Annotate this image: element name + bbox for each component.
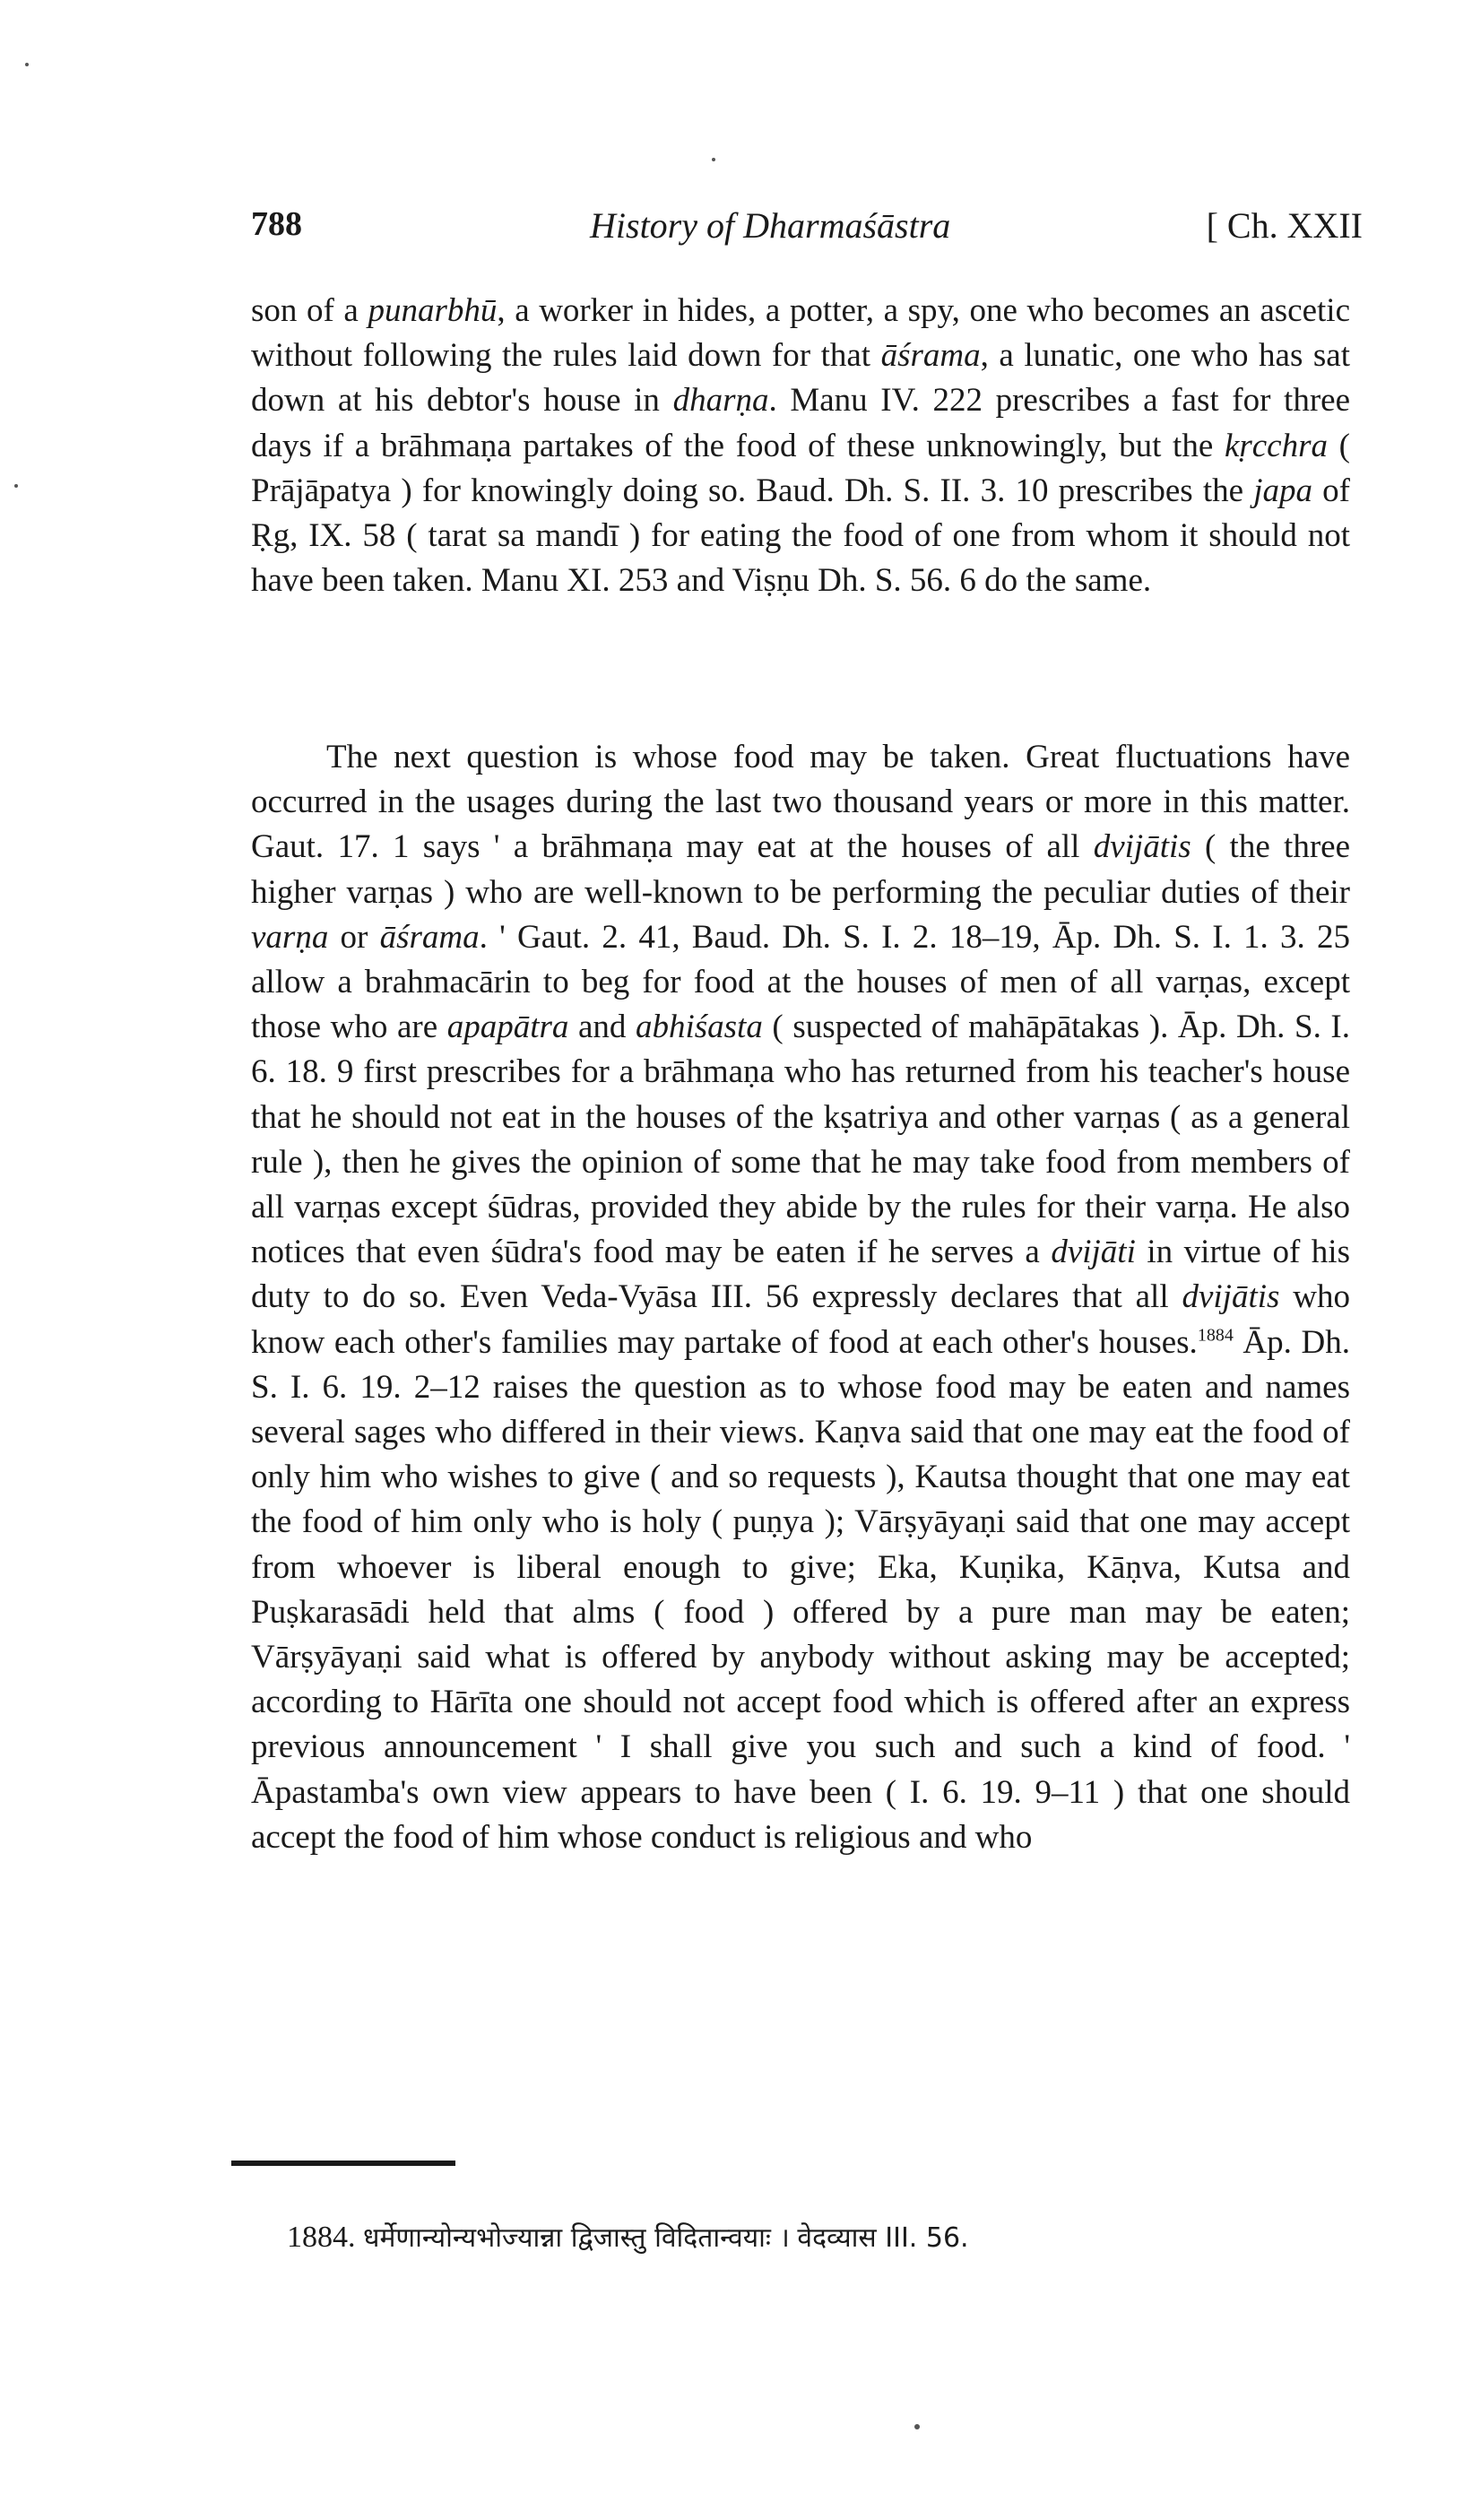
italic-term: abhiśasta — [635, 1009, 763, 1046]
footnote-reference: 1884 — [1197, 1325, 1234, 1346]
text-run: ( Prājāpatya ) for knowingly doing so. Baud. Dh. S. II. 3. 10 prescribes the — [251, 427, 1351, 509]
italic-term: dvijāti — [1051, 1234, 1136, 1271]
italic-term: varṇa — [251, 918, 329, 956]
footnote-marker: 1884. — [287, 2221, 356, 2254]
text-run: ( suspected of mahāpātakas ). Āp. Dh. S. I. 6. 18. 9 first prescribes for a brāhmaṇa who has returned from his teacher's house that he should not eat in the houses of the kṣatriya and other varṇas ( as a general rule ), then he gives the opinion of some that he may take food from members of all varṇas except śūdras, provided they abide by the rules for their varṇa. He also notices that even śūdra's food may be eaten if he serves a — [251, 1009, 1350, 1271]
footnote-1884 — [287, 2218, 1363, 2255]
scan-speck — [14, 484, 18, 488]
scan-speck — [712, 158, 715, 161]
text-run: , a lunatic, one who has sat down at his debtor's house in — [251, 337, 1350, 420]
paragraph-2 — [251, 735, 1350, 1860]
text-run: . ' Gaut. 2. 41, Baud. Dh. S. I. 2. 18–19, Āp. Dh. S. I. 1. 3. 25 allow a brahmacārin to beg for food at the houses of men of all varṇas, except those who are — [251, 918, 1350, 1046]
italic-term: japa — [1253, 472, 1312, 509]
text-run: . Manu IV. 222 prescribes a fast for three days if a brāhmaṇa partakes of the food of these unknowingly, but the — [251, 382, 1351, 464]
text-run: and — [568, 1009, 636, 1046]
italic-term: kṛcchra — [1224, 427, 1329, 464]
italic-term: āśrama — [379, 918, 480, 956]
text-run: The next question is whose food may be taken. Great fluctuations have occurred in the usages during the last two thousand years or more in this matter. Gaut. 17. 1 says ' a brāhmaṇa may eat at the houses of all — [251, 739, 1350, 866]
text-run: who know each other's families may partake of food at each other's houses. — [251, 1278, 1350, 1361]
scan-speck — [914, 2424, 920, 2429]
italic-term: dharṇa — [672, 382, 769, 420]
italic-term: dvijātis — [1093, 828, 1191, 866]
chapter-reference: [ Ch. XXII — [1206, 205, 1363, 246]
text-run: son of a — [251, 292, 368, 329]
page-number: 788 — [251, 205, 302, 243]
italic-term: apapātra — [446, 1009, 569, 1046]
scan-speck — [25, 63, 29, 66]
running-header — [251, 204, 1363, 258]
footnote-citation: वेदव्यास III. 56. — [797, 2222, 969, 2254]
text-run: Āp. Dh. S. I. 6. 19. 2–12 raises the question as to whose food may be eaten and names several sages who differed in their views. Kaṇva said that one may eat the food of only him who wishes to give ( and so requests ), Kautsa thought that one may eat the food of him only who is holy ( puṇya ); Vārṣyāyaṇi said that one may accept from whoever is liberal enough to give; Eka, Kuṇika, Kāṇva, Kutsa and Puṣkarasādi held that alms ( food ) offered by a pure man may be eaten; Vārṣyāyaṇi said what is offered by anybody without asking may be accepted; according to Hārīta one should not accept food which is offered after an express previous announcement ' I shall give you such and such a kind of food. ' Āpastamba's own view appears to have been ( I. 6. 19. 9–11 ) that one should accept the food of him whose conduct is religious and who — [251, 1323, 1350, 1856]
running-title: History of Dharmaśāstra — [590, 205, 951, 246]
text-run: in virtue of his duty to do so. Even Veda-Vyāsa III. 56 expressly declares that all — [251, 1234, 1350, 1316]
footnote-sanskrit-verse: धर्मेणान्योन्यभोज्यान्ना द्विजास्तु विदितान्वयाः । — [363, 2222, 790, 2254]
text-run: of Ṛg, IX. 58 ( tarat sa mandī ) for eating the food of one from whom it should not have been taken. Manu XI. 253 and Viṣṇu Dh. S. 56. 6 do the same. — [251, 472, 1350, 600]
text-run: or — [328, 918, 380, 956]
text-run: , a worker in hides, a potter, a spy, one who becomes an ascetic without following the rules laid down for that — [251, 292, 1350, 375]
italic-term: punarbhū — [368, 292, 498, 329]
text-run: ( the three higher varṇas ) who are well-known to be performing the peculiar duties of their — [251, 828, 1350, 911]
paragraph-1 — [251, 289, 1350, 603]
footnote-divider — [231, 2161, 455, 2166]
italic-term: dvijātis — [1182, 1278, 1280, 1316]
italic-term: āśrama — [880, 337, 981, 375]
